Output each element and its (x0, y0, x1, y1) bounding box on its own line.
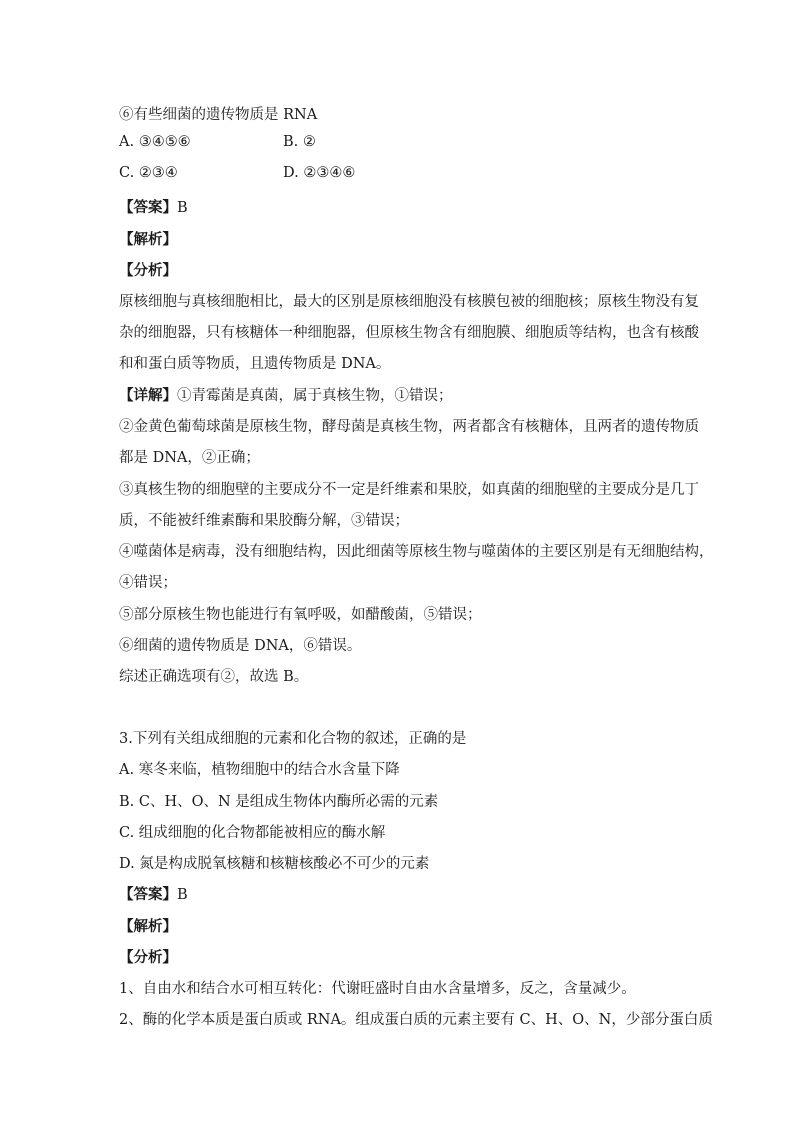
conclusion-line: 综述正确选项有②，故选 B。 (119, 669, 309, 685)
statement-6: ⑥有些细菌的遗传物质是 RNA (119, 107, 318, 123)
detail-label: 【详解】 (119, 387, 177, 404)
q3-analysis-line: 2、酶的化学本质是蛋白质或 RNA。组成蛋白质的元素主要有 C、H、O、N，少部分蛋白质 (119, 1012, 713, 1028)
detail-line: ④错误； (119, 575, 177, 591)
detail-line (119, 384, 453, 405)
detail-line: ②金黄色葡萄球菌是原核生物，酵母菌是真核生物，两者都含有核糖体，且两者的遗传物质 (119, 419, 699, 435)
option-a: A. ③④⑤⑥ (119, 134, 191, 150)
q3-option-c: C. 组成细胞的化合物都能被相应的酶水解 (119, 825, 386, 841)
jiexi-label: 【解析】 (119, 231, 177, 248)
answer-label: 【答案】 (119, 886, 177, 903)
detail-line: ③真核生物的细胞壁的主要成分不一定是纤维素和果胶，如真菌的细胞壁的主要成分是几丁 (119, 482, 699, 498)
detail-line: ④噬菌体是病毒，没有细胞结构，因此细菌等原核生物与噬菌体的主要区别是有无细胞结构， (119, 544, 714, 560)
option-c: C. ②③④ (119, 165, 178, 181)
q3-option-b: B. C、H、O、N 是组成生物体内酶所必需的元素 (119, 794, 439, 810)
q3-analysis-line: 1、自由水和结合水可相互转化：代谢旺盛时自由水含量增多，反之，含量减少。 (119, 981, 636, 997)
answer-value: B (177, 200, 188, 216)
detail-line: ⑤部分原核生物也能进行有氧呼吸，如醋酸菌，⑤错误； (119, 607, 482, 623)
fenxi-label: 【分析】 (119, 262, 177, 279)
q3-option-d: D. 氮是构成脱氧核糖和核糖核酸必不可少的元素 (119, 856, 430, 872)
answer-label: 【答案】 (119, 199, 177, 216)
detail-line: 质，不能被纤维素酶和果胶酶分解，③错误； (119, 513, 409, 529)
detail-text: ①青霉菌是真菌，属于真核生物，①错误； (177, 388, 453, 404)
option-d: D. ②③④⑥ (283, 165, 356, 181)
analysis-line: 原核细胞与真核细胞相比，最大的区别是原核细胞没有核膜包被的细胞核；原核生物没有复 (119, 294, 699, 310)
answer-line (119, 196, 188, 217)
q3-jiexi-label: 【解析】 (119, 918, 177, 935)
q3-fenxi-label: 【分析】 (119, 949, 177, 966)
q3-option-a: A. 寒冬来临，植物细胞中的结合水含量下降 (119, 762, 400, 778)
option-b: B. ② (283, 134, 316, 150)
analysis-line: 和和蛋白质等物质，且遗传物质是 DNA。 (119, 356, 391, 372)
q3-answer-line (119, 883, 188, 904)
answer-value: B (177, 887, 188, 903)
question-3-stem: 3.下列有关组成细胞的元素和化合物的叙述，正确的是 (119, 731, 467, 747)
detail-line: ⑥细菌的遗传物质是 DNA，⑥错误。 (119, 638, 362, 654)
analysis-line: 杂的细胞器，只有核糖体一种细胞器，但原核生物含有细胞膜、细胞质等结构，也含有核酸 (119, 325, 699, 341)
detail-line: 都是 DNA，②正确； (119, 450, 260, 466)
